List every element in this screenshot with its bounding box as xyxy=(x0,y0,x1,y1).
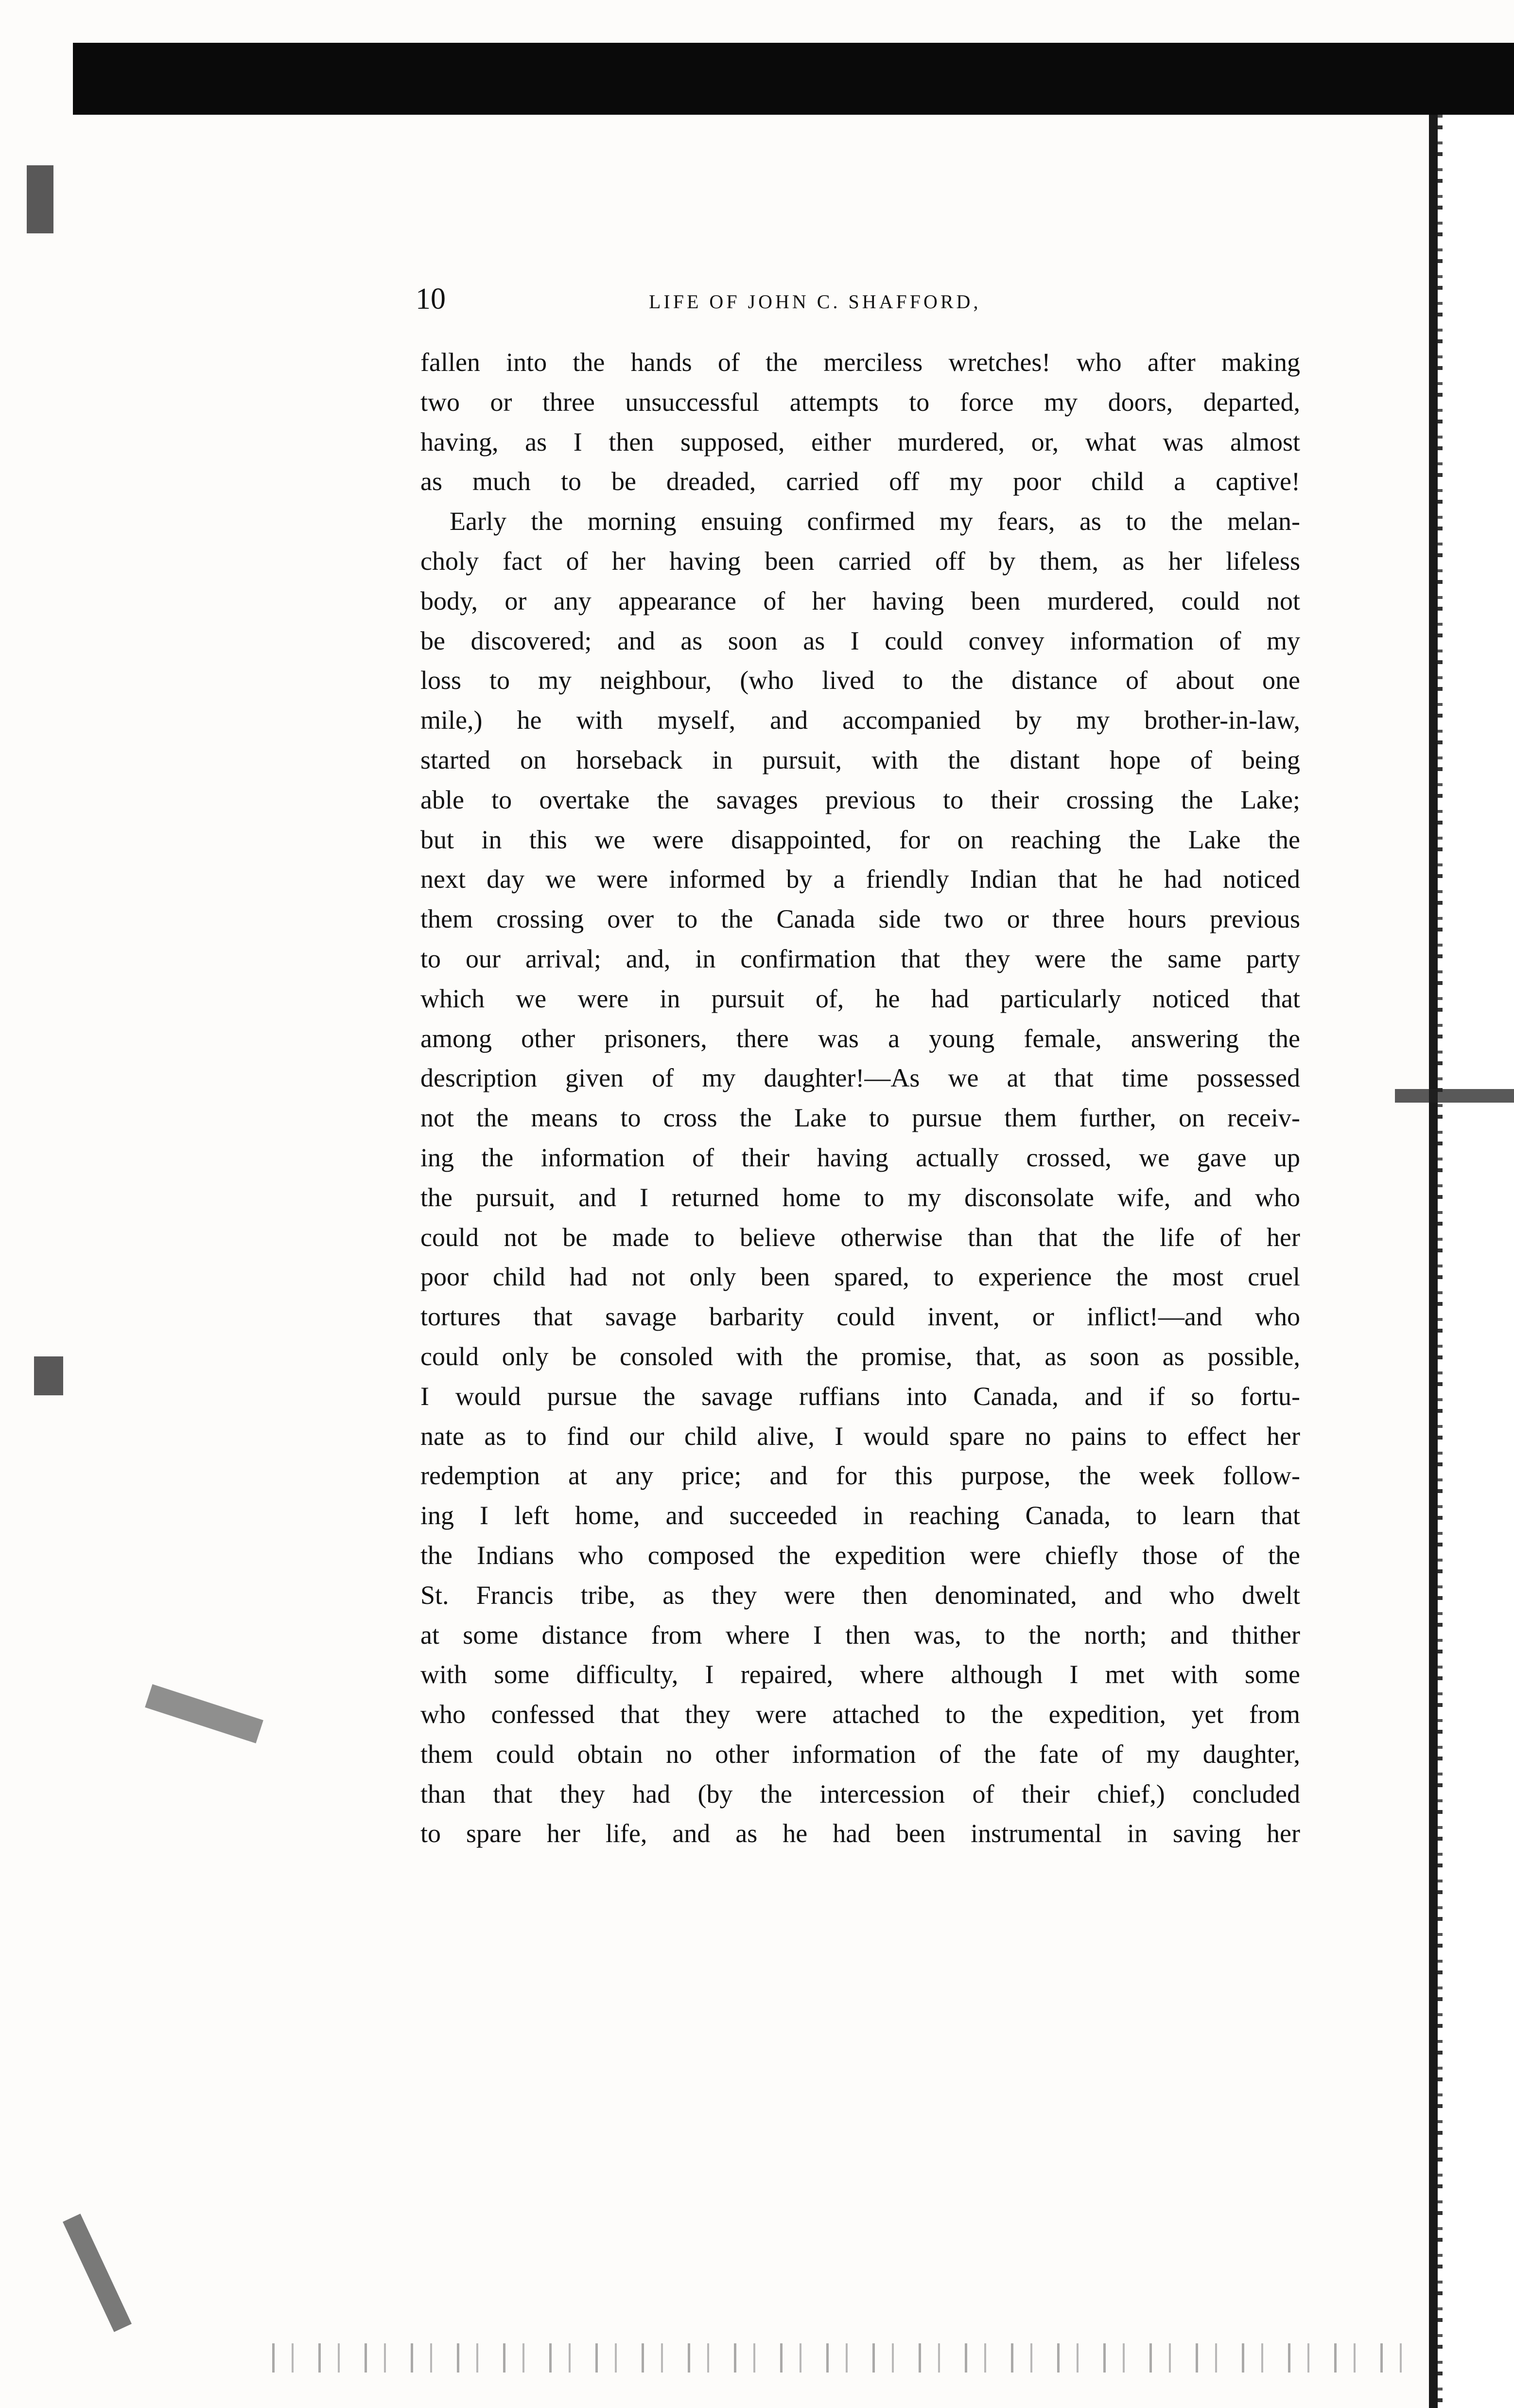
text-line: poor child had not only been spared, to experience the most cruel xyxy=(420,1262,1300,1292)
text-line: to spare her life, and as he had been instrumental in saving her xyxy=(420,1819,1300,1848)
text-line: I would pursue the savage ruffians into Canada, and if so fortu- xyxy=(420,1381,1300,1411)
text-line: them crossing over to the Canada side two or three hours previous xyxy=(420,904,1300,934)
text-line: description given of my daughter!—As we at that time possessed xyxy=(420,1063,1300,1093)
text-line: could only be consoled with the promise, that, as soon as possible, xyxy=(420,1341,1300,1371)
text-line: the Indians who composed the expedition were chiefly those of the xyxy=(420,1540,1300,1570)
page-number: 10 xyxy=(416,282,446,316)
text-line: who confessed that they were attached to the expedition, yet from xyxy=(420,1700,1300,1729)
text-line: St. Francis tribe, as they were then denominated, and who dwelt xyxy=(420,1580,1300,1610)
scan-dark-border xyxy=(73,43,1514,115)
scan-bottom-smudge xyxy=(272,2343,1424,2373)
text-line: started on horseback in pursuit, with the distant hope of being xyxy=(420,745,1300,774)
body-text xyxy=(420,343,1300,1854)
text-line: the pursuit, and I returned home to my disconsolate wife, and who xyxy=(420,1182,1300,1212)
scan-mark xyxy=(63,2214,132,2332)
scan-mark xyxy=(145,1684,263,1743)
page-header xyxy=(416,280,1320,318)
text-line: tortures that savage barbarity could invent, or inflict!—and who xyxy=(420,1302,1300,1332)
text-line: could not be made to believe otherwise than that the life of her xyxy=(420,1222,1300,1252)
text-line: ing the information of their having actually crossed, we gave up xyxy=(420,1142,1300,1172)
text-line: as much to be dreaded, carried off my poor child a captive! xyxy=(420,467,1300,496)
text-line: to our arrival; and, in confirmation that they were the same party xyxy=(420,944,1300,973)
text-line: able to overtake the savages previous to their crossing the Lake; xyxy=(420,785,1300,814)
text-line: not the means to cross the Lake to pursue them further, on receiv- xyxy=(420,1103,1300,1133)
text-line: but in this we were disappointed, for on reaching the Lake the xyxy=(420,825,1300,854)
text-line: ing I left home, and succeeded in reaching Canada, to learn that xyxy=(420,1501,1300,1530)
text-line: with some difficulty, I repaired, where although I met with some xyxy=(420,1660,1300,1689)
scan-mark xyxy=(1395,1089,1514,1103)
scan-page-edge xyxy=(1429,115,1514,2408)
text-line: at some distance from where I then was, to the north; and thither xyxy=(420,1620,1300,1650)
text-line: loss to my neighbour, (who lived to the distance of about one xyxy=(420,666,1300,695)
text-line: which we were in pursuit of, he had particularly noticed that xyxy=(420,984,1300,1013)
text-line: two or three unsuccessful attempts to force my doors, departed, xyxy=(420,387,1300,417)
text-line: choly fact of her having been carried off by them, as her lifeless xyxy=(420,546,1300,576)
text-line: nate as to find our child alive, I would spare no pains to effect her xyxy=(420,1421,1300,1451)
text-line: having, as I then supposed, either murdered, or, what was almost xyxy=(420,427,1300,457)
text-line: fallen into the hands of the merciless wretches! who after making xyxy=(420,348,1300,377)
text-line: them could obtain no other information of the fate of my daughter, xyxy=(420,1739,1300,1769)
text-line: redemption at any price; and for this purpose, the week follow- xyxy=(420,1461,1300,1491)
scan-mark xyxy=(34,1356,63,1395)
text-line: mile,) he with myself, and accompanied by my brother-in-law, xyxy=(420,705,1300,735)
text-line: Early the morning ensuing confirmed my fears, as to the melan- xyxy=(450,507,1300,536)
text-line: next day we were informed by a friendly Indian that he had noticed xyxy=(420,864,1300,894)
running-head: LIFE OF JOHN C. SHAFFORD, xyxy=(649,291,981,313)
text-line: body, or any appearance of her having been murdered, could not xyxy=(420,586,1300,615)
text-line: than that they had (by the intercession of their chief,) concluded xyxy=(420,1779,1300,1809)
text-line: among other prisoners, there was a young female, answering the xyxy=(420,1023,1300,1053)
scan-mark xyxy=(27,165,53,233)
text-line: be discovered; and as soon as I could convey information of my xyxy=(420,626,1300,655)
